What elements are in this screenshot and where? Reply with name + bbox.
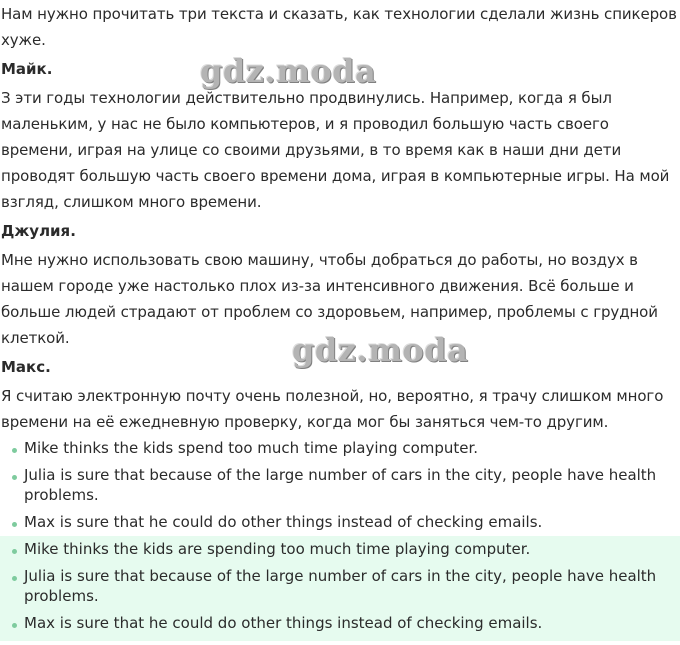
speaker-name-julia: Джулия. (1, 222, 76, 240)
speaker-name-max: Макс. (1, 358, 51, 376)
task-intro: Нам нужно прочитать три текста и сказать, как технологии сделали жизнь спикеров хуже. (1, 5, 677, 49)
answer-item: Mike thinks the kids spend too much time playing computer. (0, 435, 680, 461)
highlighted-answer-item: Mike thinks the kids are spending too much time playing computer. (0, 536, 680, 562)
speaker-text-max: Я считаю электронную почту очень полезной, но, вероятно, я трачу слишком много времени на её ежедневную проверку, когда мог бы заняться чем-то другим. (1, 387, 664, 431)
highlighted-answer-item: Julia is sure that because of the large number of cars in the city, people have health problems. (0, 563, 680, 609)
answer-list (0, 435, 680, 535)
speaker-text-mike: З эти годы технологии действительно продвинулись. Например, когда я был маленьким, у нас не было компьютеров, и я проводил большую часть своего времени, играя на улице со своими друзьями, в то время как в наши дни дети проводят большую часть своего времени дома, играя в компьютерные игры. На мой взгляд, слишком много времени. (1, 89, 670, 211)
answer-item: Max is sure that he could do other things instead of checking emails. (0, 509, 680, 535)
highlighted-answer-item: Max is sure that he could do other things instead of checking emails. (0, 610, 680, 636)
speaker-text-julia: Мне нужно использовать свою машину, чтобы добраться до работы, но воздух в нашем городе уже настолько плох из-за интенсивного движения. Всё больше и больше людей страдают от проблем со здоровьем, например, проблемы с грудной клеткой. (1, 251, 658, 347)
highlighted-answer-box (0, 536, 680, 641)
watermark-logo: gdz.moda (200, 52, 377, 90)
speaker-name-mike: Майк. (1, 60, 53, 78)
answer-item: Julia is sure that because of the large number of cars in the city, people have health problems. (0, 462, 680, 508)
highlighted-answer-list (0, 536, 680, 636)
watermark-logo: gdz.moda (292, 331, 469, 369)
